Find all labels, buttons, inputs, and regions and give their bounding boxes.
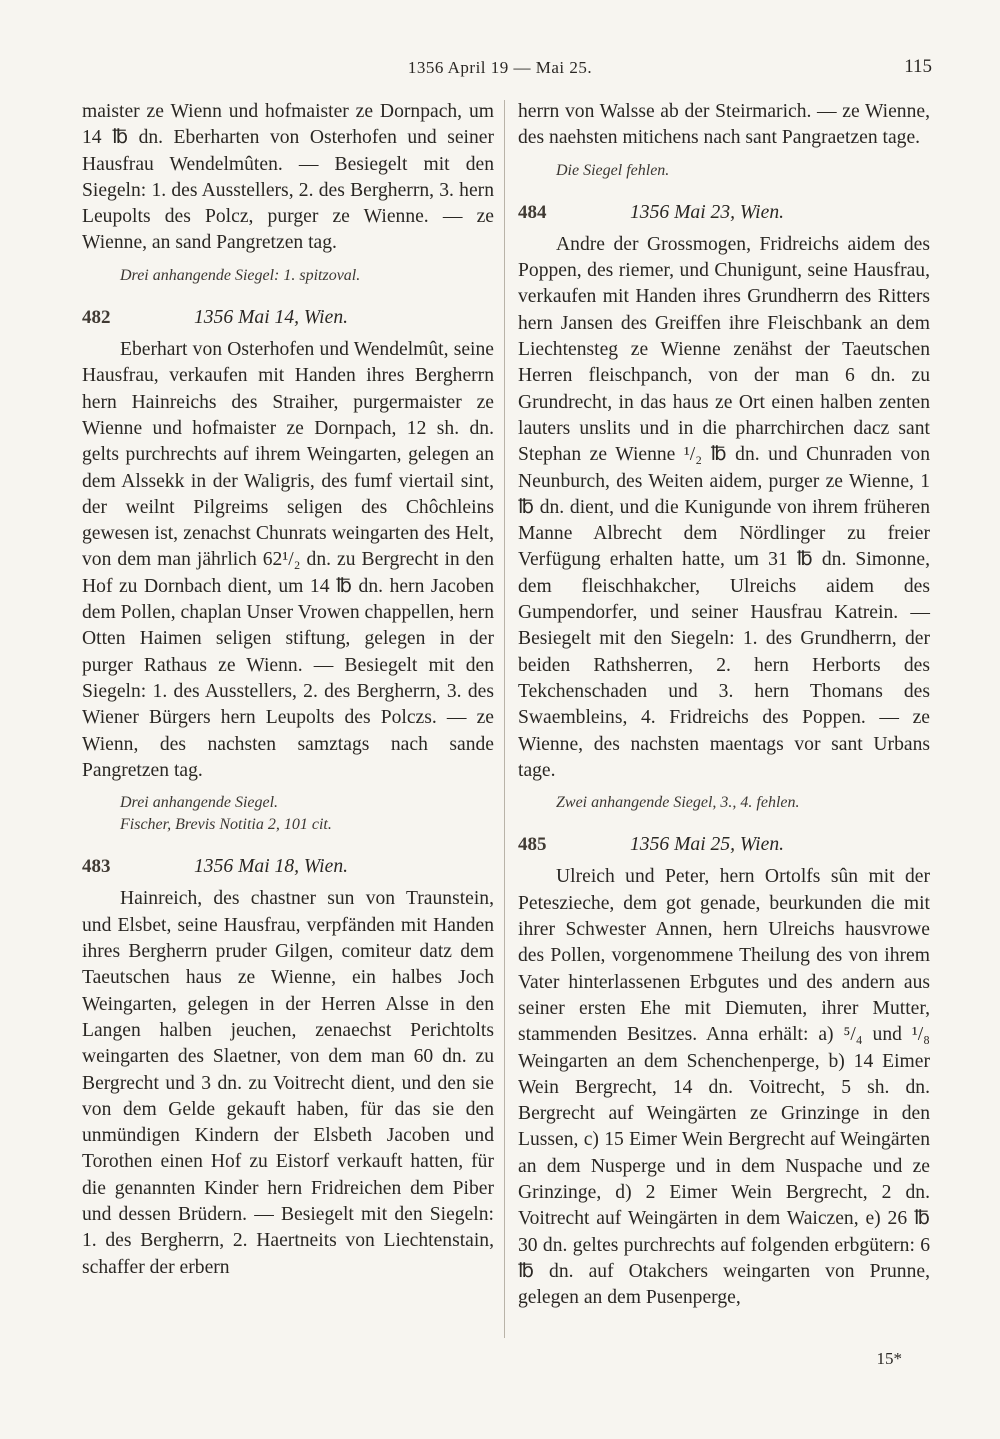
page-number: 115 [904,56,932,77]
signature-mark: 15* [876,1349,902,1368]
entry-date: 1356 Mai 23, Wien. [630,201,785,223]
entry-heading-484 [518,200,930,226]
entry-date: 1356 Mai 18, Wien. [194,856,349,878]
entry-text-485: Ulreich und Peter, hern Ortolfs sûn mit der Peteszieche, dem got genade, beurkunden die mit ihrer Schwester Annen, hern Ulreichs hausvrowe des Pollen, vorgenommene Theilung des von ihrem Vater hinterlassenen Erbgutes und des andern aus seiner ersten Ehe mit Diemuten, ihrer Mutter, stammenden Besitzes. Anna erhält: a) ⁵/₄ und ¹/₈ Weingarten an dem Schenchenperge, b) 14 Eimer Wein Bergrecht, 14 dn. Voitrecht, 5 sh. dn. Bergrecht auf Weingärten ze Grinzinge in den Lussen, c) 15 Eimer Wein Bergrecht auf Weingärten an dem Nusperge und in dem Nuspache und ze Grinzinge, d) 2 Eimer Wein Bergrecht, 2 dn. Voitrecht auf Weingärten in dem Waiczen, e) 26 ℔ 30 dn. geltes purchrechts auf folgenden erbgütern: 6 ℔ dn. auf Otakchers weingarten von Prunne, gelegen an dem Pusenperge, [518,866,930,1309]
entry-date: 1356 Mai 25, Wien. [630,834,785,856]
continued-paragraph: herrn von Walsse ab der Steirmarich. — ze Wienne, des naehsten mitichens nach sant Pangraetzen tage. [518,101,930,149]
seal-note: Zwei anhangende Siegel, 3., 4. fehlen. [556,794,800,812]
left-column [82,99,494,1281]
seal-note: Die Siegel fehlen. [556,161,670,179]
running-title: 1356 April 19 — Mai 25. [407,58,593,77]
entry-text-482: Eberhart von Osterhofen und Wendelmût, seine Hausfrau, verkaufen mit Handen ihres Bergherrn hern Hainreichs des Straiher, purgermaister ze Wienne und hofmaister ze Dornpach, 12 sh. dn. gelts purchrechts auf ihrem Weingarten, gelegen an dem Alssekk in der Waligris, des fumf viertail sint, der weilnt Pilgreims seligen des Chôchleins gewesen ist, zenachst Chunrats weingarten des Helt, von dem man jährlich 62¹/₂ dn. zu Bergrecht in den Hof zu Dornbach dient, um 14 ℔ dn. hern Jacoben dem Pollen, chaplan Unser Vrowen chappellen, hern Otten Haimen seligen stiftung, gelegen in der purger Rathaus ze Wienn. — Besiegelt mit den Siegeln: 1. des Ausstellers, 2. des Bergherrn, 3. des Wiener Bürgers hern Leupolts des Polczs. — ze Wienn, des nachsten samztags nach sande Pangretzen tag. [82,339,494,781]
entry-number: 485 [518,834,547,856]
page-header [0,56,1000,86]
seal-note: Drei anhangende Siegel. [120,794,279,812]
entry-date: 1356 Mai 14, Wien. [194,306,349,328]
entry-number: 483 [82,856,111,878]
entry-number: 484 [518,201,547,223]
seal-note: Drei anhangende Siegel: 1. spitzoval. [120,266,361,284]
citation-note: Fischer, Brevis Notitia 2, 101 cit. [120,816,332,834]
column-divider [504,100,505,1338]
right-column [518,99,930,1311]
entry-number: 482 [82,306,111,328]
entry-heading-482 [82,305,494,331]
entry-heading-483 [82,854,494,880]
entry-text-483: Hainreich, des chastner sun von Traunstein, und Elsbet, seine Hausfrau, verpfänden mit Handen ihres Bergherrn pruder Gilgen, comiteur datz dem Taeutschen haus ze Wienne, ein halbes Joch Weingarten, gelegen in der Herren Alsse in den Langen halben jeuchen, zenaechst Perichtolts weingarten des Slaetner, von dem man 60 dn. zu Bergrecht und 3 dn. zu Voitrecht dient, und den sie von dem Gelde gekauft haben, für das sie den unmündigen Kindern der Elsbeth Jacoben und Torothen einen Hof zu Eistorf verkauft hatten, für die genannten Kinder hern Fridreichen dem Piber und dessen Brüdern. — Besiegelt mit den Siegeln: 1. des Bergherrn, 2. Haertneits von Liechtenstain, schaffer der erbern [82,888,494,1278]
entry-heading-485 [518,832,930,858]
continued-paragraph: maister ze Wienn und hofmaister ze Dornpach, um 14 ℔ dn. Eberharten von Osterhofen und seiner Hausfrau Wendelmûten. — Besiegelt mit den Siegeln: 1. des Ausstellers, 2. des Bergherrn, 3. hern Leupolts des Polcz, purger ze Wienne. — ze Wienne, an sand Pangretzen tag. [82,101,494,254]
entry-text-484: Andre der Grossmogen, Fridreichs aidem des Poppen, des riemer, und Chunigunt, seine Hausfrau, verkaufen mit Handen ihres Grundherrn des Ritters hern Jansen des Greiffen ihre Fleischbank an dem Liechtensteg ze Wienne zenähst der Taeutschen Herren fleischpanch, von der man 6 dn. zu Grundrecht, in das haus ze Ort einen halben zenten lauters unslits und in die pharrchirchen dacz sant Stephan ze Wienne ¹/₂ ℔ dn. und Chunraden von Neunburch, des Weiten aidem, purger ze Wienne, 1 ℔ dn. dient, und die Kunigunde von ihrem früheren Manne Albrecht dem Nördlinger zu freier Verfügung erhalten hatte, um 31 ℔ dn. Simonne, dem fleischhakcher, Ulreichs aidem des Gumpendorfer, und seiner Hausfrau Katrein. — Besiegelt mit den Siegeln: 1. des Grundherrn, der beiden Rathsherren, 2. hern Herborts des Tekchenschaden und 3. hern Thomans des Swaembleins, 4. Fridreichs des Poppen. — ze Wienne, des nachsten maentags vor sant Urbans tage. [518,233,930,781]
